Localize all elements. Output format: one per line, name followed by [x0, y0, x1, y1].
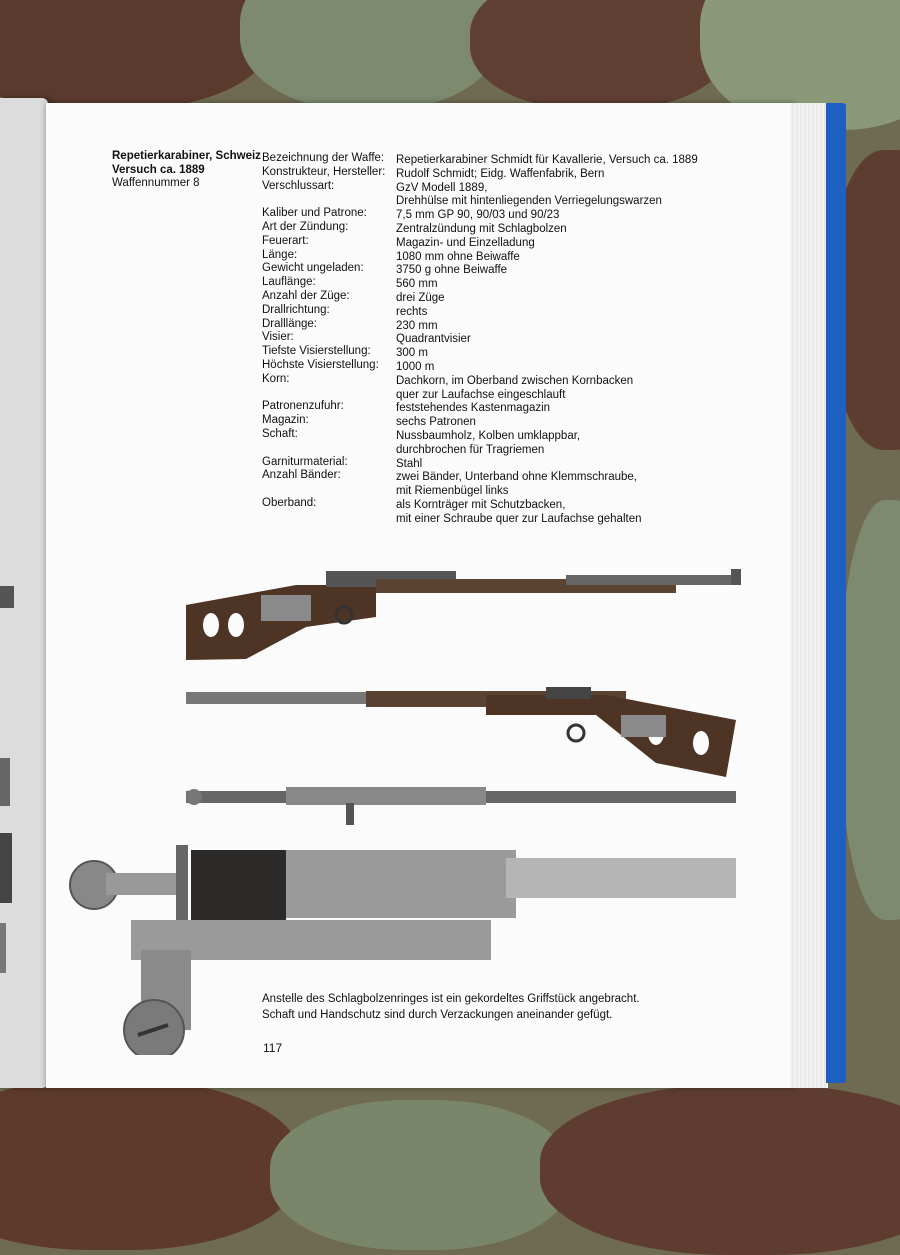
- spec-label: Lauflänge:: [262, 276, 316, 289]
- spec-label: Verschlussart:: [262, 179, 335, 192]
- spec-label: Oberband:: [262, 496, 317, 509]
- spec-value: Drehhülse mit hintenliegenden Verriegelungswarzen: [396, 195, 662, 208]
- spec-value: Stahl: [396, 457, 423, 470]
- spec-values: [396, 154, 698, 527]
- book-cover-edge: [826, 103, 846, 1083]
- spec-label: Korn:: [262, 372, 290, 385]
- photo-caption-line-1: Anstelle des Schlagbolzenringes ist ein gekordeltes Griffstück angebracht.: [262, 993, 640, 1005]
- bolt-detail: [70, 845, 736, 1055]
- photo-caption: [262, 991, 640, 1023]
- spec-label: Garniturmaterial:: [262, 455, 348, 468]
- rifle-top-view: [186, 787, 736, 825]
- spec-label: Länge:: [262, 248, 298, 261]
- heading-title: Repetierkarabiner, Schweiz: [112, 150, 261, 162]
- spec-value: GzV Modell 1889,: [396, 181, 488, 194]
- spec-value: als Kornträger mit Schutzbacken,: [396, 498, 566, 511]
- spec-value: durchbrochen für Tragriemen: [396, 443, 545, 456]
- spec-value: quer zur Laufachse eingeschlauft: [396, 388, 566, 401]
- spec-label: Höchste Visierstellung:: [262, 358, 379, 371]
- spec-label: Tiefste Visierstellung:: [262, 345, 371, 358]
- spec-label: Feuerart:: [262, 234, 309, 247]
- page-number: 117: [263, 1041, 283, 1055]
- spec-value: feststehendes Kastenmagazin: [396, 402, 551, 415]
- spec-label: Visier:: [262, 331, 294, 344]
- spec-value: 7,5 mm GP 90, 90/03 und 90/23: [396, 209, 560, 222]
- spec-value: Quadrantvisier: [396, 333, 471, 346]
- spec-label: Art der Zündung:: [262, 220, 349, 233]
- spec-value: 1080 mm ohne Beiwaffe: [396, 250, 520, 263]
- spec-value: rechts: [396, 305, 428, 318]
- rifle-photos: [46, 555, 796, 1055]
- left-page: [0, 98, 48, 1088]
- spec-value: 3750 g ohne Beiwaffe: [396, 264, 508, 277]
- spec-value: Nussbaumholz, Kolben umklappbar,: [396, 429, 581, 442]
- spec-value: Magazin- und Einzelladung: [396, 236, 535, 249]
- spec-label-spacer: [262, 387, 385, 401]
- spec-labels: [262, 152, 385, 525]
- spec-value: Zentralzündung mit Schlagbolzen: [396, 222, 567, 235]
- photo-caption-line-2: Schaft und Handschutz sind durch Verzackungen aneinander gefügt.: [262, 1009, 613, 1021]
- spec-label: Schaft:: [262, 427, 298, 440]
- spec-value: 560 mm: [396, 278, 438, 291]
- spec-label: Anzahl der Züge:: [262, 289, 350, 302]
- spec-value: 1000 m: [396, 360, 435, 373]
- spec-value: zwei Bänder, Unterband ohne Klemmschraube,: [396, 471, 638, 484]
- spec-label-spacer: [262, 483, 385, 497]
- spec-label: Bezeichnung der Waffe:: [262, 152, 385, 164]
- spec-label-spacer: [262, 511, 385, 525]
- spec-label: Anzahl Bänder:: [262, 469, 341, 482]
- spec-label: Gewicht ungeladen:: [262, 262, 364, 275]
- spec-value: mit einer Schraube quer zur Laufachse gehalten: [396, 512, 642, 525]
- spec-value: drei Züge: [396, 291, 445, 304]
- rifle-left-view: [186, 569, 741, 660]
- weapon-heading: [112, 150, 261, 191]
- spec-label-spacer: [262, 193, 385, 207]
- left-page-illustration: [0, 98, 48, 1088]
- spec-value: Rudolf Schmidt; Eidg. Waffenfabrik, Bern: [396, 167, 605, 180]
- spec-label: Konstrukteur, Hersteller:: [262, 165, 386, 178]
- spec-label: Kaliber und Patrone:: [262, 207, 367, 220]
- heading-subtitle: Versuch ca. 1889: [112, 163, 205, 176]
- spec-label: Magazin:: [262, 414, 309, 427]
- spec-value: sechs Patronen: [396, 416, 476, 429]
- heading-weapon-number: Waffennummer 8: [112, 177, 200, 189]
- spec-label: Patronenzufuhr:: [262, 400, 344, 413]
- spec-value: Repetierkarabiner Schmidt für Kavallerie, Versuch ca. 1889: [396, 154, 698, 166]
- rifle-right-view: [186, 687, 736, 777]
- spec-value: 230 mm: [396, 319, 438, 332]
- spec-label-spacer: [262, 442, 385, 456]
- spec-value: 300 m: [396, 347, 428, 360]
- spec-label: Dralllänge:: [262, 317, 317, 330]
- spec-label: Drallrichtung:: [262, 303, 330, 316]
- spec-value: Dachkorn, im Oberband zwischen Kornbacken: [396, 374, 634, 387]
- spec-value: mit Riemenbügel links: [396, 485, 509, 498]
